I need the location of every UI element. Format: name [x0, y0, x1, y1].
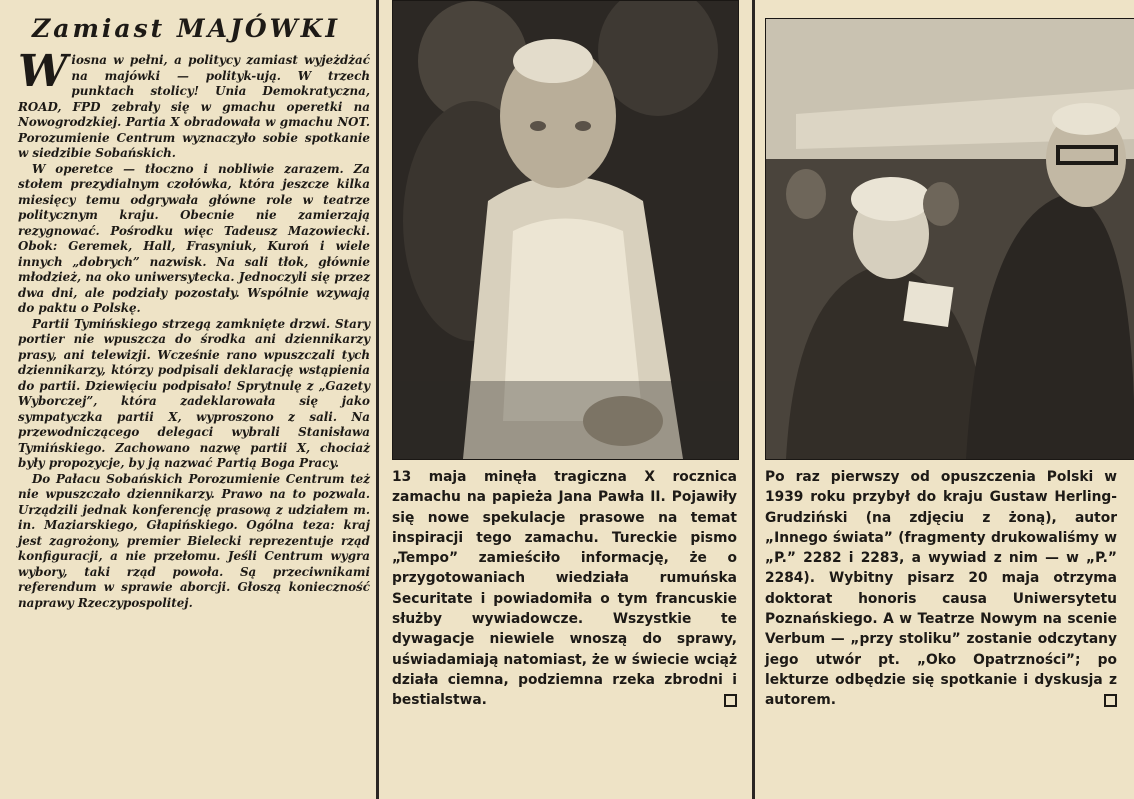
herling-caption-text: Po raz pierwszy od opuszczenia Polski w 1939 roku przybył do kraju Gustaw Herling-Grudziński (na zdjęciu z żoną), autor „Innego świata” (fragmenty drukowaliśmy w „P.” 2282 i 2283, a wywiad z nim — w „P.” 2284). Wybitny pisarz 20 maja otrzyma doktorat honoris causa Uniwersytetu Poznańskiego. A w Teatrze Nowym na scenie Verbum — „przy stoliku” zostanie odczytany jego utwór pt. „Oko Opatrzności”; po lekturze odbędzie się spotkanie i dyskusja z autorem.: [765, 469, 1117, 709]
end-mark-icon: [724, 694, 737, 707]
column-divider: [752, 0, 755, 799]
pope-caption-text: 13 maja minęła tragiczna X rocznica zamachu na papieża Jana Pawła II. Pojawiły się nowe spekulacje prasowe na temat inspiracji tego zamachu. Tureckie pismo „Tempo” zamieściło informację, że o przygotowaniach wiedziała rumuńska Securitate i powiadomiła o tym francuskie służby wywiadowcze. Wszystkie te dywagacje niewiele wnoszą do sprawy, uświadamiają natomiast, że w świecie wciąż działa ciemna, podziemna rzeka zbrodni i bestialstwa.: [392, 469, 737, 709]
article-paragraph: Do Pałacu Sobańskich Porozumienie Centrum też nie wpuszczało dziennikarzy. Prawo na to pozwala. Urządzili jednak konferencję prasową z udziałem m. in. Maziarskiego, Głapińskiego. Ogólna teza: kraj jest zagrożony, premier Bielecki reprezentuje rząd konfiguracji, a nie przełomu. Jeśli Centrum wygra wybory, taki rząd powoła. Są przeciwnikami referendum w sprawie aborcji. Głoszą konieczność naprawy Rzeczypospolitej.: [18, 471, 370, 610]
herling-photo: [765, 18, 1134, 460]
herling-caption: [765, 467, 1117, 711]
pope-photo: [392, 0, 739, 460]
article-paragraph-text: iosna w pełni, a politycy zamiast wyjeżdżać na majówki — polityk-ują. W trzech punktach stolicy! Unia Demokratyczna, ROAD, FPD zebrały się w gmachu operetki na Nowogrodzkiej. Partia X obradowała w gmachu NOT. Porozumienie Centrum wyznaczyło sobie spotkanie w siedzibie Sobańskich.: [18, 53, 370, 160]
article-body: [18, 46, 370, 611]
article-paragraph: W operetce — tłoczno i nobliwie zarazem. Za stołem prezydialnym czołówka, która jeszcze kilka miesięcy temu odgrywała główne role w teatrze politycznym kraju. Obecnie nie zamierzają rezygnować. Pośrodku więc Tadeusz Mazowiecki. Obok: Geremek, Hall, Frasyniuk, Kuroń i wiele innych „dobrych” nazwisk. Na sali tłok, głównie młodzież, na oko uniwersytecka. Jednoczyli się przez dwa dni, ale podziały pozostały. Wspólnie wzywają do paktu o Polskę.: [18, 161, 370, 315]
pope-photo-image: [393, 1, 738, 459]
column-divider: [376, 0, 379, 799]
article-paragraph: Partii Tymińskiego strzegą zamknięte drzwi. Stary portier nie wpuszcza do środka ani dziennikarzy prasy, ani telewizji. Wcześnie rano wpuszczali tych dziennikarzy, którzy podpisali deklarację wstąpienia do partii. Dziewięciu podpisało! Sprytnulę z „Gazety Wyborczej”, która zadeklarowała się jako sympatyczka partii X, wyproszono z sali. Na przewodniczącego delegaci wybrali Stanisława Tymińskiego. Zachowano nazwę partii X, chociaż były propozycje, by ją nazwać Partią Boga Pracy.: [18, 316, 370, 470]
article-paragraph: [18, 46, 370, 162]
article-column: [18, 8, 370, 794]
end-mark-icon: [1104, 694, 1117, 707]
pope-caption: [392, 467, 737, 711]
drop-cap: W: [18, 46, 68, 97]
herling-photo-image: [766, 19, 1134, 459]
article-headline: Zamiast MAJÓWKI: [32, 14, 341, 43]
